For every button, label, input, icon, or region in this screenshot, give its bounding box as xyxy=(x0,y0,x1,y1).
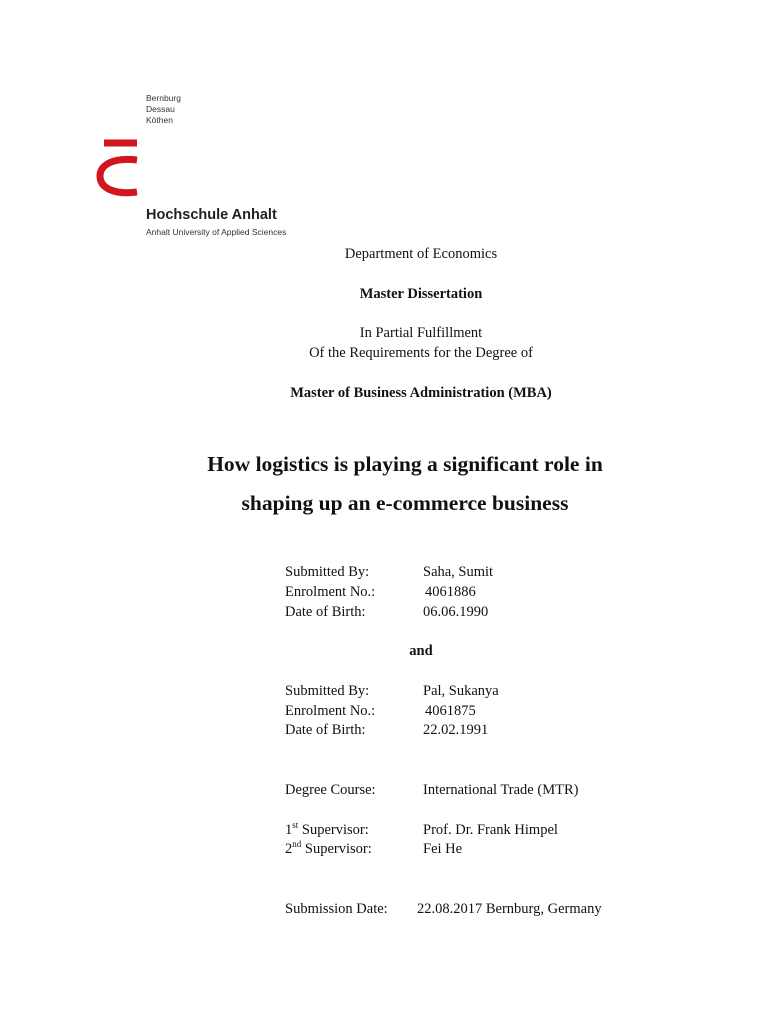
logo-name: Hochschule Anhalt xyxy=(146,207,277,223)
logo-cities xyxy=(146,93,181,126)
first-supervisor-label xyxy=(285,822,369,839)
logo-city: Dessau xyxy=(146,104,175,114)
ordinal-number: 1 xyxy=(285,822,293,838)
document-type: Master Dissertation xyxy=(359,286,483,302)
degree: Master of Business Administration (MBA) xyxy=(290,385,552,401)
ordinal-number: 2 xyxy=(285,841,293,857)
fulfillment-line-1: In Partial Fulfillment xyxy=(359,325,483,341)
logo-city: Köthen xyxy=(146,115,173,125)
date-of-birth-value: 06.06.1990 xyxy=(423,604,489,620)
logo-subtitle: Anhalt University of Applied Sciences xyxy=(146,227,287,237)
and-connector: and xyxy=(409,643,433,659)
submitted-by-label: Submitted By: xyxy=(285,564,370,580)
thesis-title-line-2: shaping up an e-commerce business xyxy=(241,491,569,515)
submitted-by-value: Pal, Sukanya xyxy=(423,683,499,699)
date-of-birth-value: 22.02.1991 xyxy=(423,722,489,738)
enrolment-value: 4061875 xyxy=(425,703,476,719)
ordinal-suffix: nd xyxy=(292,839,302,849)
date-of-birth-label: Date of Birth: xyxy=(285,604,366,620)
date-of-birth-label: Date of Birth: xyxy=(285,722,366,738)
submission-date-value: 22.08.2017 Bernburg, Germany xyxy=(417,901,602,917)
second-supervisor-value: Fei He xyxy=(423,841,463,857)
logo-city: Bernburg xyxy=(146,93,181,103)
supervisor-label-text: Supervisor: xyxy=(298,822,369,838)
ordinal-suffix: st xyxy=(292,820,299,830)
enrolment-value: 4061886 xyxy=(425,584,476,600)
fulfillment-line-2: Of the Requirements for the Degree of xyxy=(309,345,533,361)
degree-course-value: International Trade (MTR) xyxy=(423,782,579,798)
first-supervisor-value: Prof. Dr. Frank Himpel xyxy=(423,822,558,838)
submitted-by-value: Saha, Sumit xyxy=(423,564,494,580)
department: Department of Economics xyxy=(344,246,498,262)
university-logo-icon xyxy=(96,138,142,200)
enrolment-label: Enrolment No.: xyxy=(285,703,376,719)
supervisor-label-text: Supervisor: xyxy=(301,841,372,857)
submission-date-label: Submission Date: xyxy=(285,901,388,917)
enrolment-label: Enrolment No.: xyxy=(285,584,376,600)
second-supervisor-label xyxy=(285,841,372,858)
thesis-title-line-1: How logistics is playing a significant role in xyxy=(207,452,603,476)
submitted-by-label: Submitted By: xyxy=(285,683,370,699)
degree-course-label: Degree Course: xyxy=(285,782,376,798)
